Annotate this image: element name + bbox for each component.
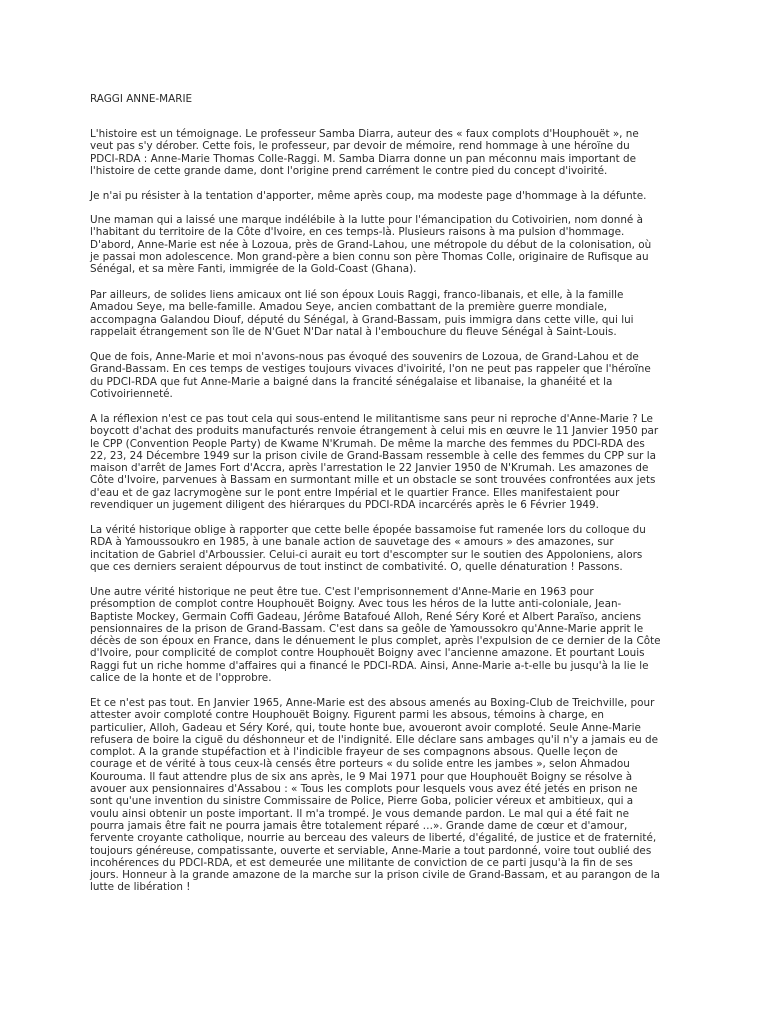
paragraph-5: Que de fois, Anne-Marie et moi n'avons-nous pas évoqué des souvenirs de Lozoua, de Grand-Lahou et de Grand-Bassam. En ces temps de vestiges toujours vivaces d'ivoirité, l'on ne peut pas rappeler que l'héroïne du PDCI-RDA que fut Anne-Marie a baigné dans la francité sénégalaise et libanaise, la ghanéité et la Cotivoirienneté. — [90, 351, 651, 400]
paragraph-8: Une autre vérité historique ne peut être tue. C'est l'emprisonnement d'Anne-Marie en 1963 pour présomption de complot contre Houphouët Boigny. Avec tous les héros de la lutte anti-coloniale, Jean- Baptiste Mockey, Germain Coffi Gadeau, Jérôme Batafoué Alloh, René Séry Koré et Albert Paraïso, anciens pensionnaires de la prison de Grand-Bassam. C'est dans sa geôle de Yamoussokro qu'Anne-Marie apprit le décès de son époux en France, dans le dénuement le plus complet, après l'expulsion de ce dernier de la Côte d'Ivoire, pour complicité de complot contre Houphouët Boigny avec l'ancienne amazone. Et pourtant Louis Raggi fut un riche homme d'affaires qui a financé le PDCI-RDA. Ainsi, Anne-Marie a-t-elle bu jusqu'à la lie le calice de la honte et de l'opprobre. — [90, 586, 661, 685]
paragraph-1: L'histoire est un témoignage. Le professeur Samba Diarra, auteur des « faux complots d'Houphouët », ne veut pas s'y dérober. Cette fois, le professeur, par devoir de mémoire, rend hommage à une héroïne du PDCI-RDA : Anne-Marie Thomas Colle-Raggi. M. Samba Diarra donne un pan méconnu mais important de l'histoire de cette grande dame, dont l'origine prend carrément le contre pied du concept d'ivoirité. — [90, 128, 639, 177]
paragraph-7: La vérité historique oblige à rapporter que cette belle épopée bassamoise fut ramenée lors du colloque du RDA à Yamoussoukro en 1985, à une banale action de sauvetage des « amours » des amazones, sur incitation de Gabriel d'Arboussier. Celui-ci aurait eu tort d'escompter sur le soutien des Appoloniens, alors que ces derniers seraient dépourvus de tout instinct de combativité. O, quelle dénaturation ! Passons. — [90, 524, 646, 573]
paragraph-4: Par ailleurs, de solides liens amicaux ont lié son époux Louis Raggi, franco-libanais, et elle, à la famille Amadou Seye, ma belle-famille. Amadou Seye, ancien combattant de la première guerre mondiale, accompagna Galandou Diouf, député du Sénégal, à Grand-Bassam, puis immigra dans cette ville, qui lui rappelait étrangement son île de N'Guet N'Dar natal à l'embouchure du fleuve Sénégal à Saint-Louis. — [90, 289, 634, 338]
paragraph-2: Je n'ai pu résister à la tentation d'apporter, même après coup, ma modeste page d'hommage à la défunte. — [90, 190, 647, 202]
paragraph-3: Une maman qui a laissé une marque indélébile à la lutte pour l'émancipation du Cotivoirien, nom donné à l'habitant du territoire de la Côte d'Ivoire, en ces temps-là. Plusieurs raisons à ma pulsion d'hommage. D'abord, Anne-Marie est née à Lozoua, près de Grand-Lahou, une métropole du début de la colonisation, où je passai mon adolescence. Mon grand-père a bien connu son père Thomas Colle, originaire de Rufisque au Sénégal, et sa mère Fanti, immigrée de la Gold-Coast (Ghana). — [90, 214, 652, 276]
document-title: RAGGI ANNE-MARIE — [90, 93, 193, 105]
paragraph-9: Et ce n'est pas tout. En Janvier 1965, Anne-Marie est des absous amenés au Boxing-Club de Treichville, pour attester avoir comploté contre Houphouët Boigny. Figurent parmi les absous, témoins à charge, en particulier, Alloh, Gadeau et Séry Koré, qui, toute honte bue, avoueront avoir comploté. Seule Anne-Marie refusera de boire la ciguë du déshonneur et de l'indignité. Elle déclare sans ambages qu'il n'y a jamais eu de complot. A la grande stupéfaction et à l'indicible frayeur de ses compagnons absous. Quelle leçon de courage et de vérité à tous ceux-là censés être porteurs « du solide entre les jambes », selon Ahmadou Kourouma. Il faut attendre plus de six ans après, le 9 Mai 1971 pour que Houphouët Boigny se résolve à avouer aux pensionnaires d'Assabou : « Tous les complots pour lesquels vous avez été jetés en prison ne sont qu'une invention du sinistre Commissaire de Police, Pierre Goba, policier véreux et ambitieux, qui a voulu ainsi obtenir un poste important. Il m'a trompé. Je vous demande pardon. Le mal qui a été fait ne pourra jamais être fait ne pourra jamais être totalement réparé …». Grande dame de cœur et d'amour, fervente croyante catholique, nourrie au berceau des valeurs de liberté, d'égalité, de justice et de fraternité, toujours généreuse, compatissante, ouverte et serviable, Anne-Marie a tout pardonné, voire tout oublié des incohérences du PDCI-RDA, et est demeurée une militante de conviction de ce parti jusqu'à la fin de ses jours. Honneur à la grande amazone de la marche sur la prison civile de Grand-Bassam, et au parangon de la lutte de libération ! — [90, 697, 660, 894]
paragraph-6: A la réflexion n'est ce pas tout cela qui sous-entend le militantisme sans peur ni reproche d'Anne-Marie ? Le boycott d'achat des produits manufacturés renvoie étrangement à celui mis en œuvre le 11 Janvier 1950 par le CPP (Convention People Party) de Kwame N'Krumah. De même la marche des femmes du PDCI-RDA des 22, 23, 24 Décembre 1949 sur la prison civile de Grand-Bassam ressemble à celle des femmes du CPP sur la maison d'arrêt de James Fort d'Accra, après l'arrestation le 22 Janvier 1950 de N'Krumah. Les amazones de Côte d'Ivoire, parvenues à Bassam en surmontant mille et un obstacle se sont trouvées confrontées aux jets d'eau et de gaz lacrymogène sur le pont entre Impérial et le quartier France. Elles manifestaient pour revendiquer un jugement diligent des hiérarques du PDCI-RDA incarcérés après le 6 Février 1949. — [90, 413, 659, 512]
